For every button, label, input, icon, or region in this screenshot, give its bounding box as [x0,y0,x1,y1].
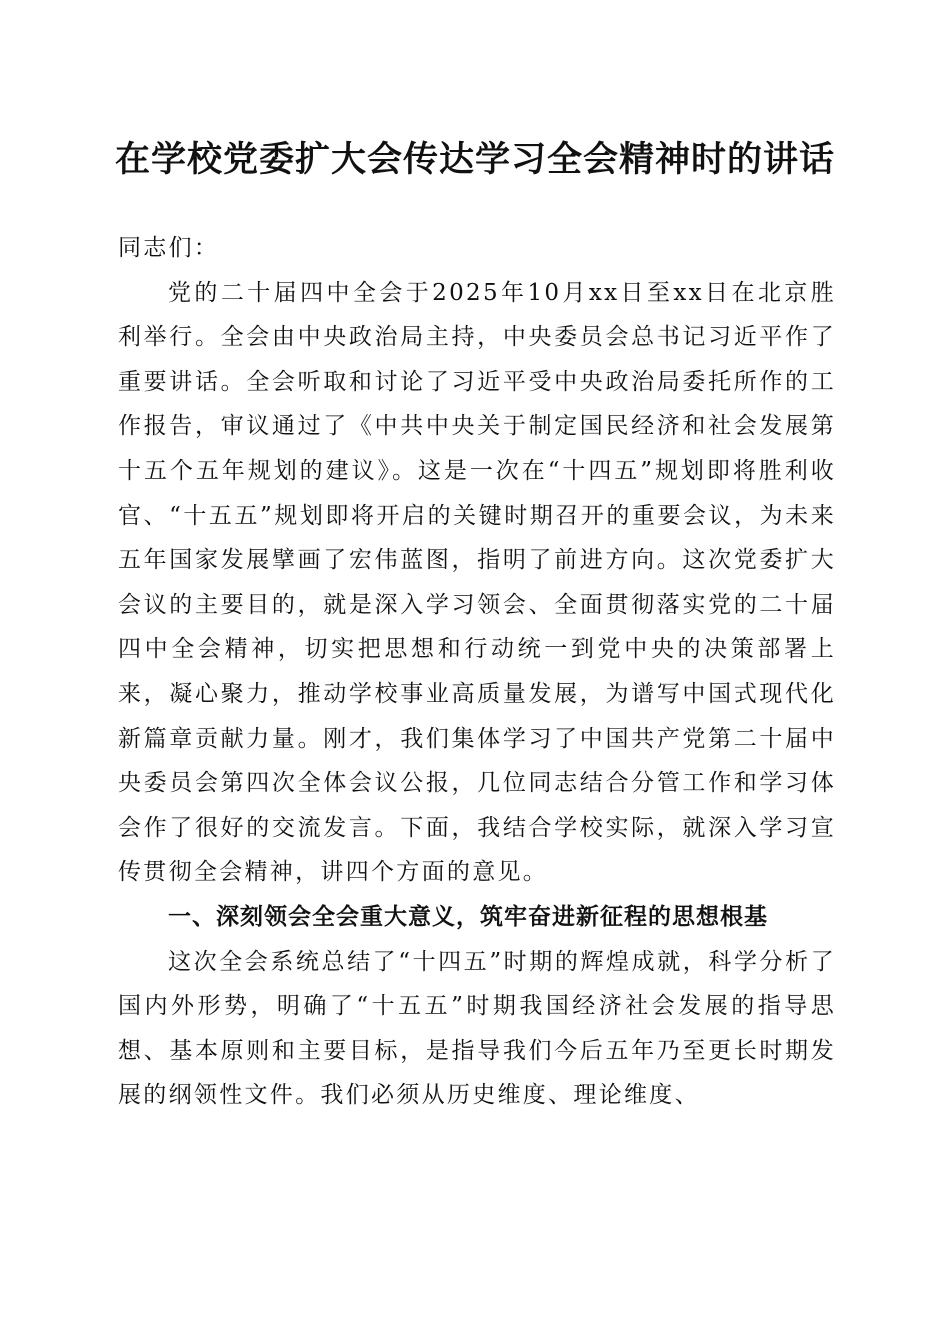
section-heading-1: 一、深刻领会全会重大意义，筑牢奋进新征程的思想根基 [168,903,768,930]
salutation: 同志们： [118,235,220,261]
document-title: 在学校党委扩大会传达学习全会精神时的讲话 [114,139,835,180]
paragraph-opening: 党的二十届四中全会于2025年10月xx日至xx日在北京胜利举行。全会由中央政治局主持，中央委员会总书记习近平作了重要讲话。全会听取和讨论了习近平受中央政治局委托所作的工作报告，审议通过了《中共中央关于制定国民经济和社会发展第十五个五年规划的建议》。这是一次在“十四五”规划即将胜利收官、“十五五”规划即将开启的关键时期召开的重要会议，为未来五年国家发展擘画了宏伟蓝图，指明了前进方向。这次党委扩大会议的主要目的，就是深入学习领会、全面贯彻落实党的二十届四中全会精神，切实把思想和行动统一到党中央的决策部署上来，凝心聚力，推动学校事业高质量发展，为谱写中国式现代化新篇章贡献力量。刚才，我们集体学习了中国共产党第二十届中央委员会第四次全体会议公报，几位同志结合分管工作和学习体会作了很好的交流发言。下面，我结合学校实际，就深入学习宣传贯彻全会精神，讲四个方面的意见。 [118,279,836,886]
paragraph-section-1: 这次全会系统总结了“十四五”时期的辉煌成就，科学分析了国内外形势，明确了“十五五”时期我国经济社会发展的指导思想、基本原则和主要目标，是指导我们今后五年乃至更长时期发展的纲领性文件。我们必须从历史维度、理论维度、 [118,948,836,1109]
document-body [118,226,836,1118]
